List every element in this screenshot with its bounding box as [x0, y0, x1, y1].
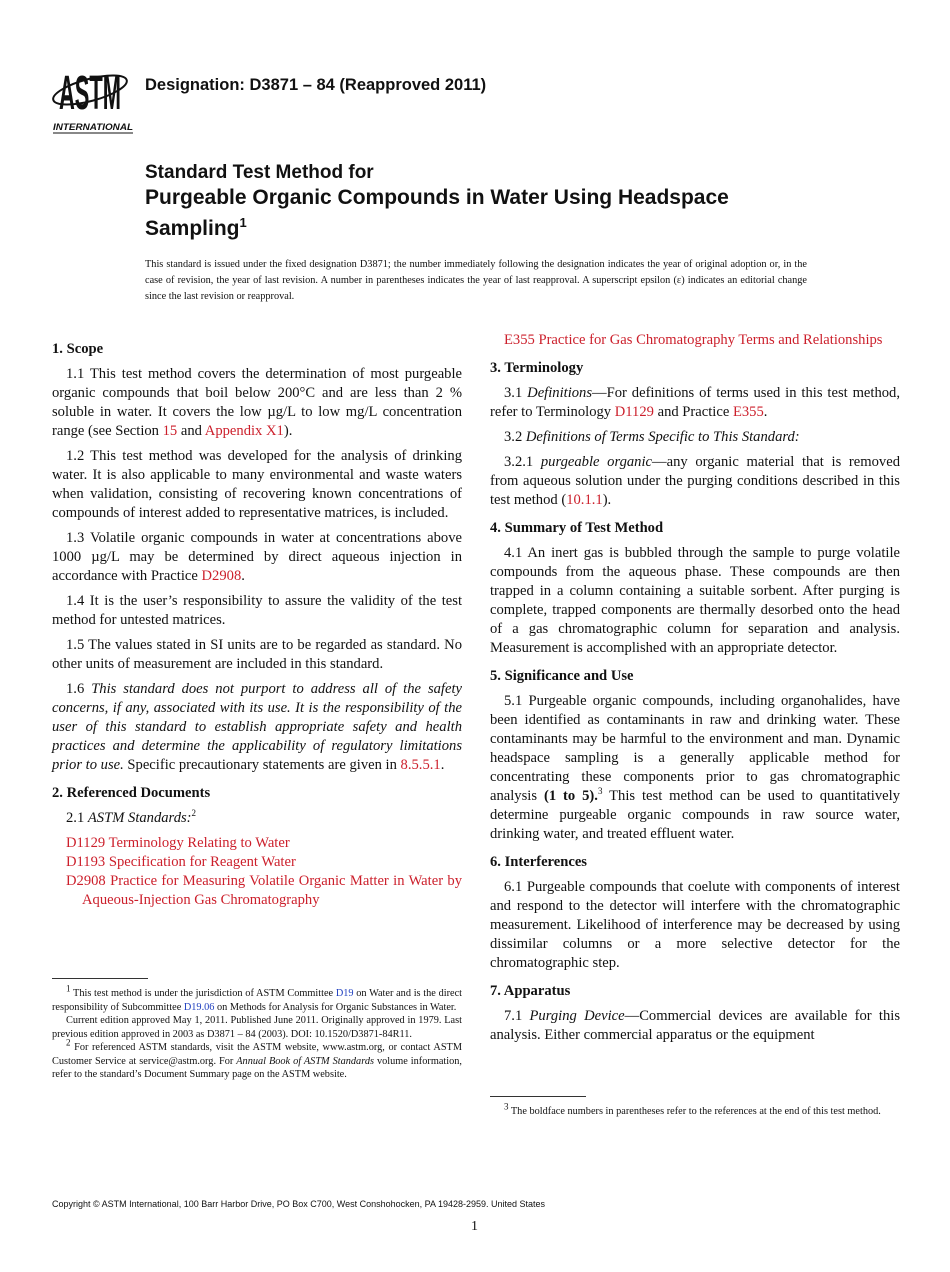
reference-link[interactable]: 10.1.1 [566, 492, 603, 508]
text-run: This test method is under the jurisdiction of ASTM Committee [70, 988, 336, 999]
footnote-rule [490, 1096, 586, 1097]
text-run: —For definitions of terms used in this test method, refer to Terminology [490, 385, 901, 420]
footnote-mark: 3 [597, 786, 603, 797]
reference-link[interactable]: D19 [335, 988, 354, 999]
footnote [490, 1101, 900, 1119]
reference-link[interactable]: Terminology Relating to Water [105, 835, 290, 851]
reference-link[interactable]: E355 [504, 332, 535, 348]
footnotes-right [490, 1096, 900, 1119]
text-run: . [763, 404, 768, 420]
reference-link[interactable]: Practice for Gas Chromatography Terms and Relationships [534, 332, 883, 348]
intro-note: This standard is issued under the fixed designation D3871; the number immediately following the designation indicates the year of original adoption or, in the case of revision, the year of last revision. A number in parentheses indicates the year of last reapproval. A superscript epsilon (ε) indicates an editorial change since the last revision or reapproval. [145, 259, 807, 302]
paragraph [490, 453, 900, 510]
footnote-rule [52, 978, 148, 979]
text-run: —any organic material that is removed from aqueous solution under the purging conditions described in this test method ( [490, 454, 900, 508]
text-run: 3. Terminology [490, 360, 584, 376]
text-run: on Water and is the direct responsibility of Subcommittee [52, 988, 463, 1013]
paragraph [490, 384, 900, 422]
paragraph [52, 529, 462, 586]
reference-link[interactable]: Specification for Reagent Water [105, 854, 296, 870]
text-run: Purging Device [529, 1008, 625, 1024]
text-run: The boldface numbers in parentheses refer to the references at the end of this test method. [508, 1106, 881, 1117]
paragraph [490, 544, 900, 658]
designation: Designation: D3871 – 84 (Reapproved 2011) [145, 76, 487, 94]
section-heading [490, 359, 900, 378]
right-column [490, 331, 900, 1051]
text-run: 1.1 This test method covers the determination of most purgeable organic compounds that boil below 200°C and are less than 2 % soluble in water. It covers the low µg/L to low mg/L concentration range (see Section [52, 366, 462, 439]
referenced-document [490, 331, 900, 350]
reference-link[interactable]: D1129 [614, 404, 654, 420]
astm-logo [50, 58, 136, 134]
footnotes-left [52, 978, 462, 1082]
title-line-1: Standard Test Method for [145, 162, 374, 183]
footnote [52, 1037, 462, 1082]
text-run: ). [602, 492, 612, 508]
text-run: and [177, 423, 205, 439]
paragraph [490, 428, 900, 447]
text-run: 1.3 Volatile organic compounds in water at concentrations above 1000 µg/L may be determined by direct aqueous injection in accordance with Practice [52, 530, 462, 584]
reference-link[interactable]: E355 [732, 404, 764, 420]
footnote [52, 983, 463, 1014]
paragraph [490, 878, 900, 973]
text-run: 1.4 It is the user’s responsibility to assure the validity of the test method for untested matrices. [52, 593, 462, 628]
svg-text:INTERNATIONAL: INTERNATIONAL [53, 122, 134, 133]
paragraph [52, 365, 462, 441]
section-heading [52, 340, 462, 359]
text-run: 3.1 [504, 385, 528, 401]
title-line-3-text: Sampling [145, 217, 240, 240]
text-run: on Methods for Analysis for Organic Substances in Water. [214, 1001, 457, 1013]
paragraph [490, 692, 900, 844]
referenced-document [52, 853, 462, 872]
text-run: 5.1 Purgeable organic compounds, including organohalides, have been identified as contaminants in raw and drinking water. These contaminants may be harmful to the environment and man. Dynamic headspace sampling is a generally applicable method for concentrating these components prior to gas chromatographic analysis [490, 693, 900, 804]
text-run: Specific precautionary statements are given in [123, 757, 401, 773]
reference-link[interactable]: D1129 [66, 835, 106, 851]
referenced-document [52, 834, 462, 853]
reference-link[interactable]: 8.5.5.1 [400, 757, 441, 773]
reference-link[interactable]: Appendix X1 [204, 423, 284, 439]
referenced-document [52, 872, 462, 910]
text-run: 6.1 Purgeable compounds that coelute with components of interest and respond to the detector will interfere with the chromatographic measurement. Likelihood of interference may be decreased by using dissimilar columns or a more selective detector for the chromatographic step. [490, 879, 900, 971]
text-run: 1.2 This test method was developed for the analysis of drinking water. It is also applicable to many environmental and waste waters when validation, consisting of recovering known concentrations of compounds of interest added to representative matrices, is included. [52, 448, 462, 521]
reference-link[interactable]: 15 [162, 423, 178, 439]
text-run: 7.1 [504, 1008, 530, 1024]
text-run: 4. Summary of Test Method [490, 520, 664, 536]
text-run: 3.2 [504, 429, 526, 445]
title-line-3 [145, 210, 729, 241]
paragraph [52, 636, 462, 674]
title-footnote-mark: 1 [239, 215, 247, 230]
paragraph [490, 1007, 900, 1045]
text-run: 4.1 An inert gas is bubbled through the sample to purge volatile compounds from the aqueous phase. These compounds are then trapped in a column containing a suitable sorbent. After purging is complete, trapped components are thermally desorbed onto the head of a gas chromatographic column for separation and analysis. Measurement is accomplished with an appropriate detector. [490, 545, 900, 656]
text-run: 1.6 [66, 681, 92, 697]
footnote [52, 1014, 462, 1041]
paragraph [52, 447, 462, 523]
text-run: . [440, 757, 445, 773]
svg-text:ASTM: ASTM [59, 67, 121, 120]
page-number: 1 [471, 1219, 478, 1234]
footnote-mark: 2 [66, 1037, 71, 1048]
text-run: This test method can be used to quantitatively determine purgeable organic compounds in raw source water, drinking water, and treated effluent water. [490, 788, 900, 842]
document-title [145, 160, 729, 241]
text-run: 1. Scope [52, 341, 104, 357]
text-run: (1 to 5). [543, 788, 598, 804]
section-heading [490, 982, 900, 1001]
reference-link[interactable]: D2908 [66, 873, 106, 889]
text-run: . [241, 568, 245, 584]
footnote-mark: 2 [191, 808, 197, 819]
text-run: ASTM Standards: [87, 810, 192, 826]
text-run: purgeable organic [540, 454, 653, 470]
text-run: 2. Referenced Documents [52, 785, 211, 801]
text-run: This standard does not purport to address all of the safety concerns, if any, associated with its use. It is the responsibility of the user of this standard to establish appropriate safety and health practices and determine the applicability of regulatory limitations prior to use. [52, 681, 462, 773]
reference-link[interactable]: D1193 [66, 854, 106, 870]
text-run: 5. Significance and Use [490, 668, 634, 684]
paragraph [52, 680, 462, 775]
text-run: Definitions of Terms Specific to This Standard: [525, 429, 800, 445]
copyright: Copyright © ASTM International, 100 Barr Harbor Drive, PO Box C700, West Conshohocken, PA 19428-2959. United States [52, 1199, 546, 1209]
title-line-2: Purgeable Organic Compounds in Water Using Headspace [145, 186, 729, 209]
section-heading [52, 784, 462, 803]
text-run: Definitions [527, 385, 593, 401]
text-run: For referenced ASTM standards, visit the ASTM website, www.astm.org, or contact ASTM Customer Service at service@astm.org. For [52, 1042, 462, 1067]
section-heading [490, 519, 900, 538]
text-run: 3.2.1 [504, 454, 541, 470]
text-run: Annual Book of ASTM Standards [236, 1055, 374, 1067]
text-run: and Practice [653, 404, 733, 420]
text-run: Current edition approved May 1, 2011. Published June 2011. Originally approved in 1979. Last previous edition approved in 2003 as D3871 – 84 (2003). DOI: 10.1520/D3871-84R11. [52, 1015, 462, 1040]
reference-link[interactable]: D19.06 [183, 1001, 215, 1013]
reference-link[interactable]: Practice for Measuring Volatile Organic Matter in Water by Aqueous-Injection Gas Chromatography [82, 873, 462, 908]
paragraph [52, 592, 462, 630]
footnote-mark: 1 [66, 983, 71, 994]
paragraph [52, 809, 462, 828]
text-run: 6. Interferences [490, 854, 587, 870]
text-run: 1.5 The values stated in SI units are to be regarded as standard. No other units of measurement are included in this standard. [52, 637, 462, 672]
text-run: 7. Apparatus [490, 983, 571, 999]
section-heading [490, 853, 900, 872]
text-run: ). [283, 423, 293, 439]
text-run: 2.1 [66, 810, 88, 826]
left-column [52, 331, 462, 910]
reference-link[interactable]: D2908 [201, 568, 242, 584]
section-heading [490, 667, 900, 686]
footnote-mark: 3 [504, 1101, 509, 1112]
text-run: —Commercial devices are available for this analysis. Either commercial apparatus or the equipment [490, 1008, 900, 1043]
text-run: volume information, refer to the standard’s Document Summary page on the ASTM website. [52, 1055, 462, 1080]
